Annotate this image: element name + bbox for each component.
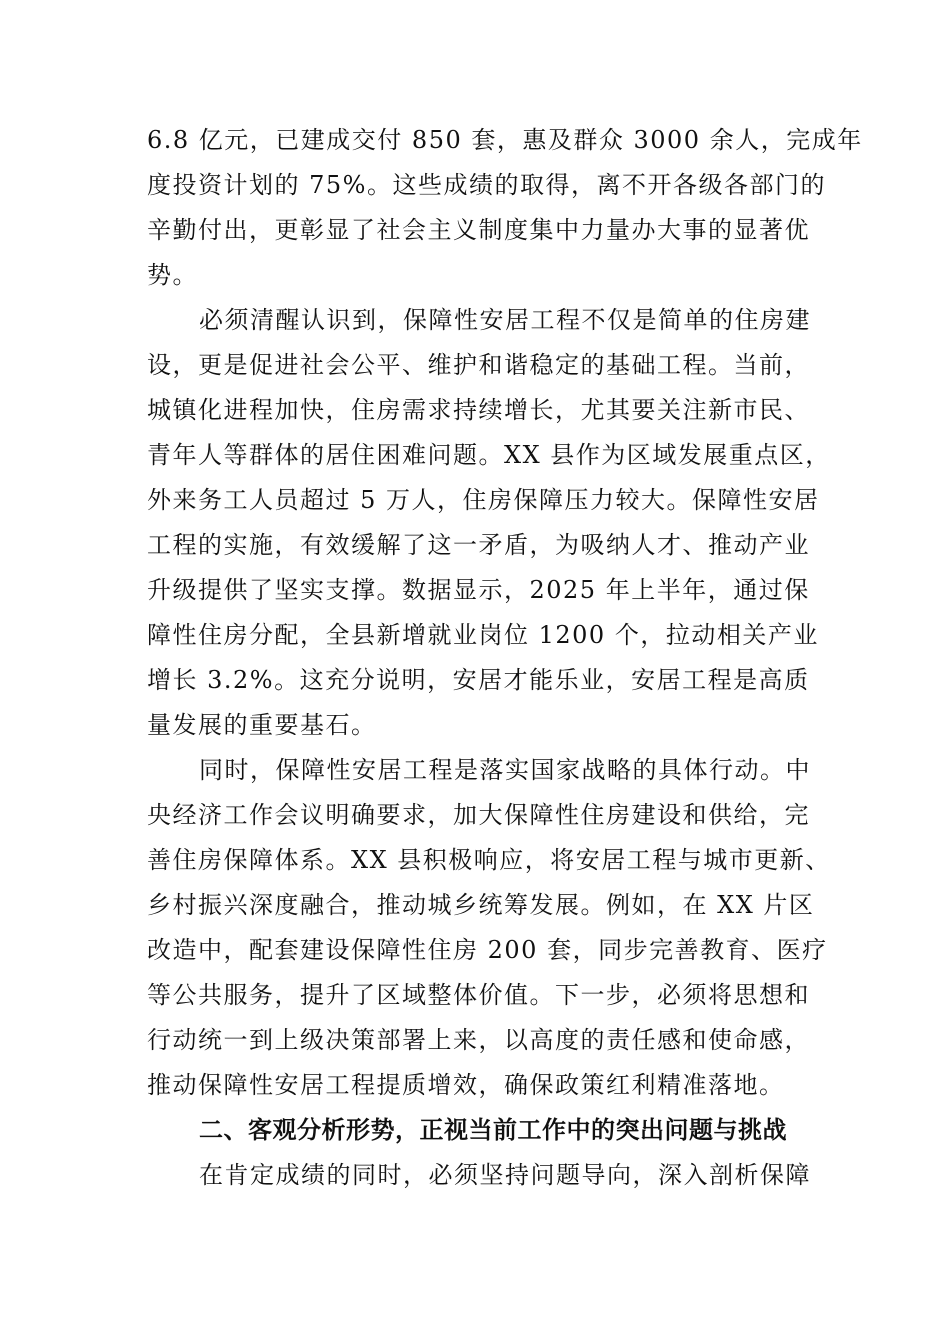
paragraph-line: 同时，保障性安居工程是落实国家战略的具体行动。中 (199, 756, 811, 784)
paragraph-line: 量发展的重要基石。 (147, 711, 377, 739)
paragraph-line: 辛勤付出，更彰显了社会主义制度集中力量办大事的显著优 (147, 216, 810, 244)
paragraph-line: 工程的实施，有效缓解了这一矛盾，为吸纳人才、推动产业 (147, 531, 810, 559)
paragraph-line: 势。 (147, 261, 198, 289)
paragraph-line: 障性住房分配，全县新增就业岗位 1200 个，拉动相关产业 (147, 621, 819, 649)
paragraph-1 (147, 118, 863, 298)
paragraph-line: 等公共服务，提升了区域整体价值。下一步，必须将思想和 (147, 981, 810, 1009)
paragraph-line: 外来务工人员超过 5 万人，住房保障压力较大。保障性安居 (147, 486, 820, 514)
paragraph-line: 改造中，配套建设保障性住房 200 套，同步完善教育、医疗 (147, 936, 828, 964)
paragraph-2 (147, 298, 831, 748)
document-body (147, 118, 863, 1198)
paragraph-line: 善住房保障体系。XX 县积极响应，将安居工程与城市更新、 (147, 846, 831, 874)
paragraph-line: 设，更是促进社会公平、维护和谐稳定的基础工程。当前， (147, 351, 810, 379)
paragraph-line: 城镇化进程加快，住房需求持续增长，尤其要关注新市民、 (147, 396, 810, 424)
paragraph-line: 央经济工作会议明确要求，加大保障性住房建设和供给，完 (147, 801, 810, 829)
paragraph-line: 增长 3.2%。这充分说明，安居才能乐业，安居工程是高质 (147, 666, 810, 694)
paragraph-line: 在肯定成绩的同时，必须坚持问题导向，深入剖析保障 (199, 1161, 811, 1189)
paragraph-line: 度投资计划的 75%。这些成绩的取得，离不开各级各部门的 (147, 171, 826, 199)
paragraph-line: 6.8 亿元，已建成交付 850 套，惠及群众 3000 余人，完成年 (147, 126, 863, 154)
paragraph-line: 必须清醒认识到，保障性安居工程不仅是简单的住房建 (199, 306, 811, 334)
paragraph-line: 行动统一到上级决策部署上来，以高度的责任感和使命感， (147, 1026, 810, 1054)
paragraph-line: 青年人等群体的居住困难问题。XX 县作为区域发展重点区， (147, 441, 831, 469)
paragraph-line: 乡村振兴深度融合，推动城乡统筹发展。例如，在 XX 片区 (147, 891, 815, 919)
paragraph-3 (147, 748, 831, 1108)
paragraph-line: 推动保障性安居工程提质增效，确保政策红利精准落地。 (147, 1071, 785, 1099)
section-heading: 二、客观分析形势，正视当前工作中的突出问题与挑战 (199, 1116, 787, 1144)
paragraph-line: 升级提供了坚实支撑。数据显示，2025 年上半年，通过保 (147, 576, 810, 604)
